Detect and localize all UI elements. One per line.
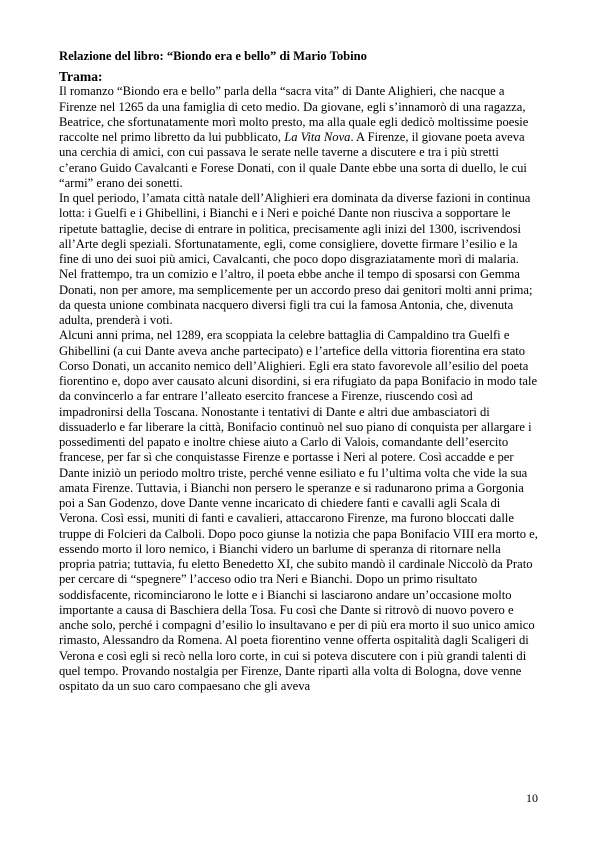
section-heading-trama: Trama: (59, 69, 103, 85)
paragraph-1-text-a: Il romanzo “Biondo era e bello” parla della “sacra vita” di Dante Alighieri, che nacque a Firenze nel 1265 da una famiglia di ceto medio. Da giovane, egli s’innamorò di una ragazza, Beatrice, che sfortunatamente morì molto presto, ma alla quale egli dedicò moltissime poesie raccolte nel primo libretto da lui pubblicato, (59, 84, 529, 144)
paragraph-1 (59, 84, 539, 191)
page-number: 10 (526, 791, 538, 805)
paragraph-3: Alcuni anni prima, nel 1289, era scoppiata la celebre battaglia di Campaldino tra Guelfi e Ghibellini (a cui Dante aveva anche partecipato) e l’artefice della vittoria fiorentina era stato Corso Donati, un accanito nemico dell’Alighieri. Egli era stato favorevole all’esilio del poeta fiorentino e, dopo aver causato alcuni disordini, si era rifugiato da papa Bonifacio in modo tale da convincerlo a far entrare l’alleato esercito francese a Firenze, riuscendo così ad impadronirsi della Toscana. Nonostante i tentativi di Dante e altri due ambasciatori di dissuaderlo e far liberare la città, Bonifacio continuò nel suo piano di conquista per allargare i possedimenti del papato e inoltre chiese aiuto a Carlo di Valois, comandante dell’esercito francese, per far sì che conquistasse Firenze e portasse i Neri al potere. Così accadde e per Dante iniziò un periodo moltro triste, perché venne esiliato e fu l’ultima volta che vide la sua amata Firenze. Tuttavia, i Bianchi non persero le speranze e si radunarono prima a Gorgonia poi a San Godenzo, dove Dante venne incaricato di chiedere fanti e cavalli agli Scala di Verona. Così essi, muniti di fanti e cavalieri, attaccarono Firenze, ma furono bloccati dalle truppe di Folcieri da Calboli. Dopo poco giunse la notizia che papa Bonifacio VIII era morto e, essendo morto il loro nemico, i Bianchi videro un barlume di speranza di ritornare nella propria patria; tuttavia, fu eletto Benedetto XI, che subito mandò il cardinale Niccolò da Prato per cercare di “spegnere” l’acceso odio tra Neri e Bianchi. Dopo un primo risultato soddisfacente, ricominciarono le lotte e i Bianchi si lasciarono andare un’occasione molto importante a causa di Baschiera della Tosa. Fu così che Dante si ritrovò di nuovo povero e anche solo, perché i compagni d’esilio lo insultavano e per di più era morto il suo unico amico rimasto, Alessandro da Romena. Al poeta fiorentino venne offerta ospitalità dagli Scaligeri di Verona e così egli si recò nella loro corte, in cui si poteva discutere con i più grandi talenti di quel tempo. Provando nostalgia per Firenze, Dante ripartì alla volta di Bologna, dove venne ospitato da un suo caro compaesano che gli aveva (59, 328, 538, 693)
page-content (59, 49, 539, 694)
paragraph-2: In quel periodo, l’amata città natale dell’Alighieri era dominata da diverse fazioni in continua lotta: i Guelfi e i Ghibellini, i Bianchi e i Neri e poiché Dante non riusciva a sopportare le ripetute battaglie, decise di entrare in politica, precisamente agli inizi del 1300, iscrivendosi all’Arte degli speziali. Sfortunatamente, egli, come consigliere, dovette firmare l’esilio e la fine di uno dei suoi più amici, Cavalcanti, che poco dopo disgraziatamente morì di malaria. Nel frattempo, tra un comizio e l’altro, il poeta ebbe anche il tempo di sposarsi con Gemma Donati, non per amore, ma semplicemente per un accordo preso dai genitori molti anni prima; da questa unione combinata nacquero diversi figli tra cui la famosa Antonia, che, divenuta adulta, prenderà i voti. (59, 191, 533, 327)
document-title: Relazione del libro: “Biondo era e bello” di Mario Tobino (59, 49, 367, 63)
paragraph-1-text-b: . A Firenze, il giovane poeta aveva una cerchia di amici, con cui passava le serate nelle taverne a discutere e tra i più stretti c’erano Guido Cavalcanti e Forese Donati, con il quale Dante ebbe una sorta di duello, le cui “armi” erano dei sonetti. (59, 130, 527, 190)
book-title-italic: La Vita Nova (284, 130, 351, 144)
